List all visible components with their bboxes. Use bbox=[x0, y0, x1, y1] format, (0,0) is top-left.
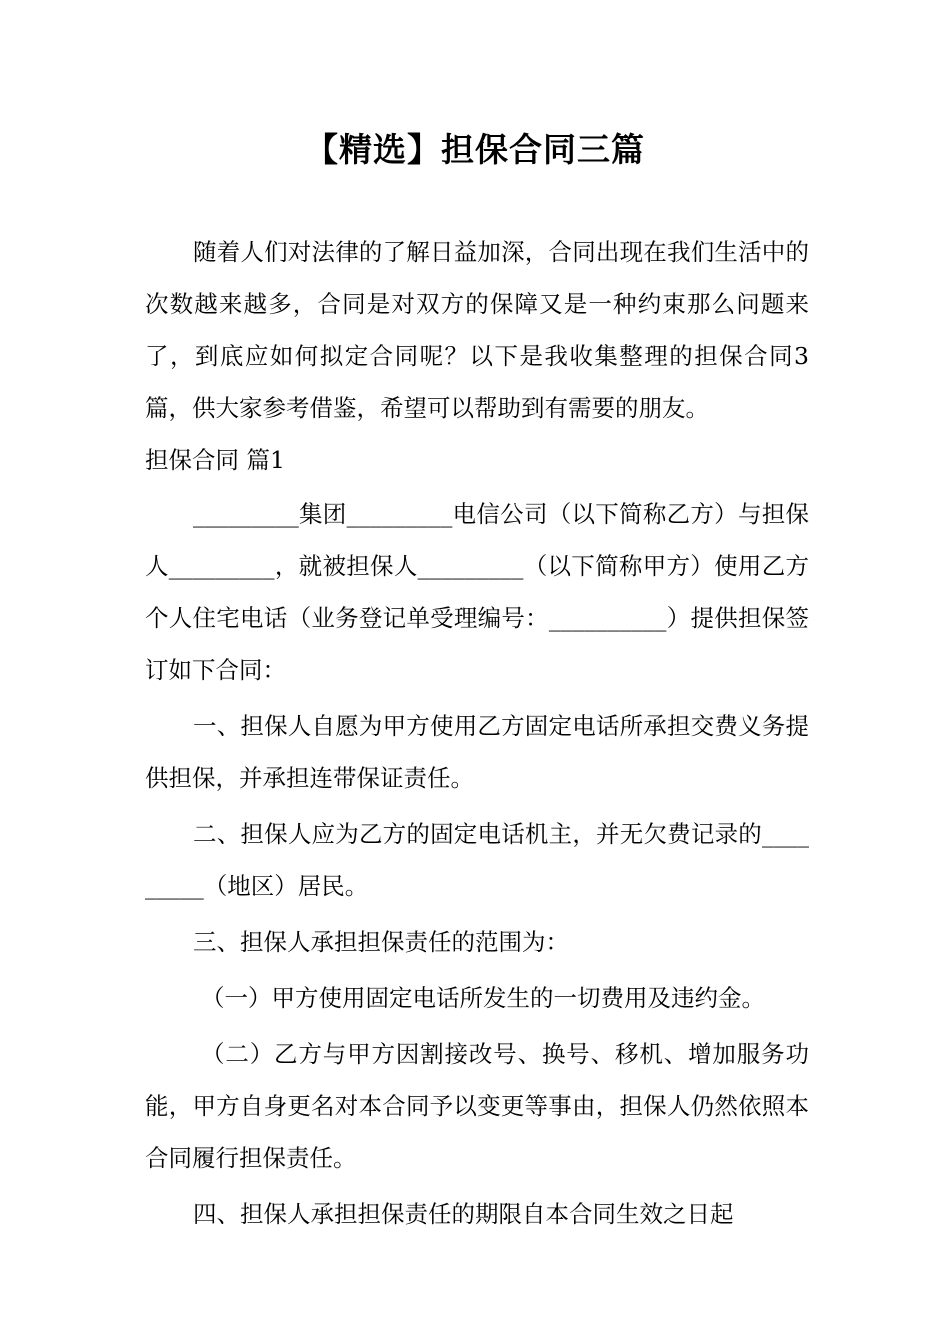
clause-4: 四、担保人承担担保责任的期限自本合同生效之日起 bbox=[193, 1200, 734, 1228]
intro-paragraph: 随着人们对法律的了解日益加深，合同出现在我们生活中的次数越来越多，合同是对双方的保障又是一种约束那么问题来了，到底应如何拟定合同呢？以下是我收集整理的担保合同3篇，供大家参考借鉴，希望可以帮助到有需要的朋友。 bbox=[145, 238, 809, 422]
clause-3: 三、担保人承担担保责任的范围为： bbox=[193, 928, 569, 956]
clause-3-item-1: （一）甲方使用固定电话所发生的一切费用及违约金。 bbox=[201, 984, 765, 1012]
contract-preamble: _________集团_________电信公司（以下简称乙方）与担保人_________，就被担保人_________（以下简称甲方）使用乙方个人住宅电话（业务登记单受理编号：__________）提供担保签订如下合同： bbox=[145, 500, 809, 684]
clause-2: 二、担保人应为乙方的固定电话机主，并无欠费记录的_________（地区）居民。 bbox=[145, 820, 809, 900]
clause-1: 一、担保人自愿为甲方使用乙方固定电话所承担交费义务提供担保，并承担连带保证责任。 bbox=[145, 712, 809, 792]
document-body bbox=[145, 226, 809, 1240]
section-heading: 担保合同 篇1 bbox=[145, 446, 285, 474]
clause-3-item-2: （二）乙方与甲方因割接改号、换号、移机、增加服务功能，甲方自身更名对本合同予以变更等事由，担保人仍然依照本合同履行担保责任。 bbox=[145, 1040, 809, 1172]
document-title: 【精选】担保合同三篇 bbox=[305, 130, 645, 169]
